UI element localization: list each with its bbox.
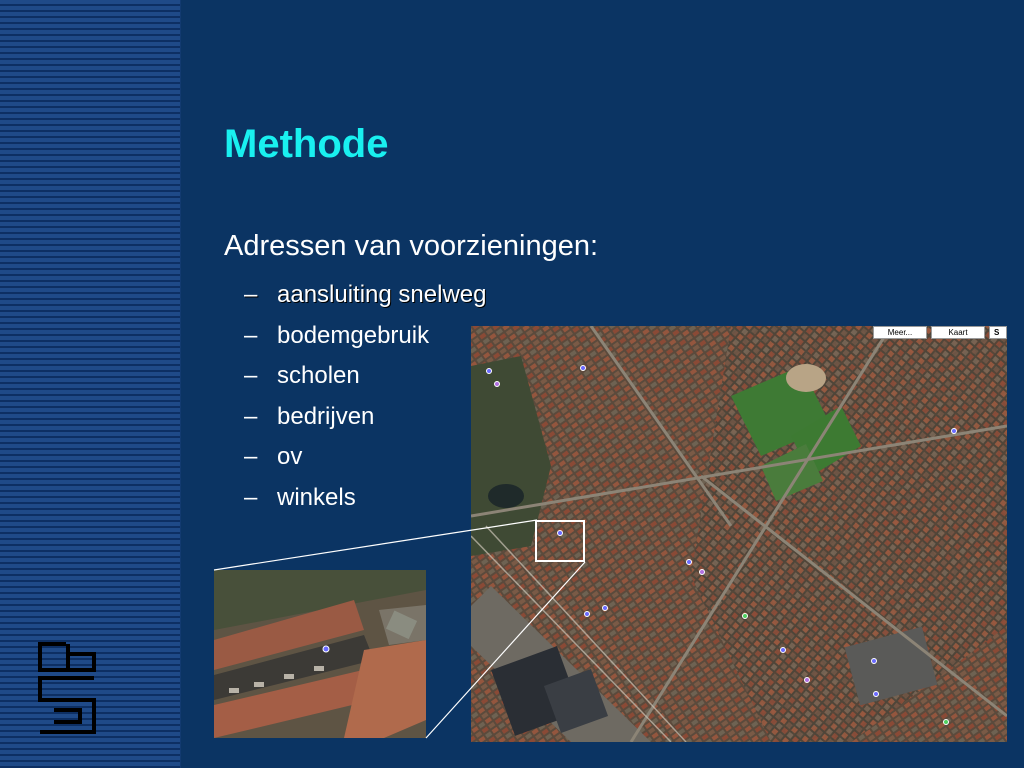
satellite-view-button[interactable]: S (989, 326, 1007, 339)
bullet-list (244, 278, 486, 521)
bullet-label: bodemgebruik (277, 321, 430, 349)
bullet-label: scholen (277, 362, 360, 389)
bullet-marker: – (244, 362, 258, 389)
bullet-item (244, 359, 486, 400)
bullet-item (244, 440, 486, 481)
zoomed-aerial-image (214, 570, 426, 738)
aerial-image (471, 326, 1007, 742)
bullet-item (244, 278, 486, 319)
bullet-item (244, 319, 486, 360)
zoomed-image (214, 570, 426, 738)
bullet-item (244, 400, 486, 441)
slide-title: Methode (224, 122, 389, 166)
bullet-marker: – (244, 443, 258, 470)
bullet-marker: – (244, 483, 258, 511)
map-view-button[interactable]: Kaart (931, 326, 985, 339)
more-button[interactable]: Meer... (873, 326, 927, 339)
bullet-label: bedrijven (277, 402, 375, 430)
bullet-marker: – (244, 281, 258, 308)
intro-text: Adressen van voorzieningen: (224, 230, 599, 262)
bullet-marker: – (244, 321, 258, 349)
bullet-item (244, 481, 486, 522)
bullet-label: ov (277, 443, 303, 470)
map-type-controls (873, 326, 1007, 339)
satellite-map[interactable] (471, 326, 1007, 742)
bullet-marker: – (244, 402, 258, 430)
cbs-logo (36, 640, 98, 738)
bullet-label: winkels (277, 483, 356, 511)
bullet-label: aansluiting snelweg (277, 281, 487, 308)
